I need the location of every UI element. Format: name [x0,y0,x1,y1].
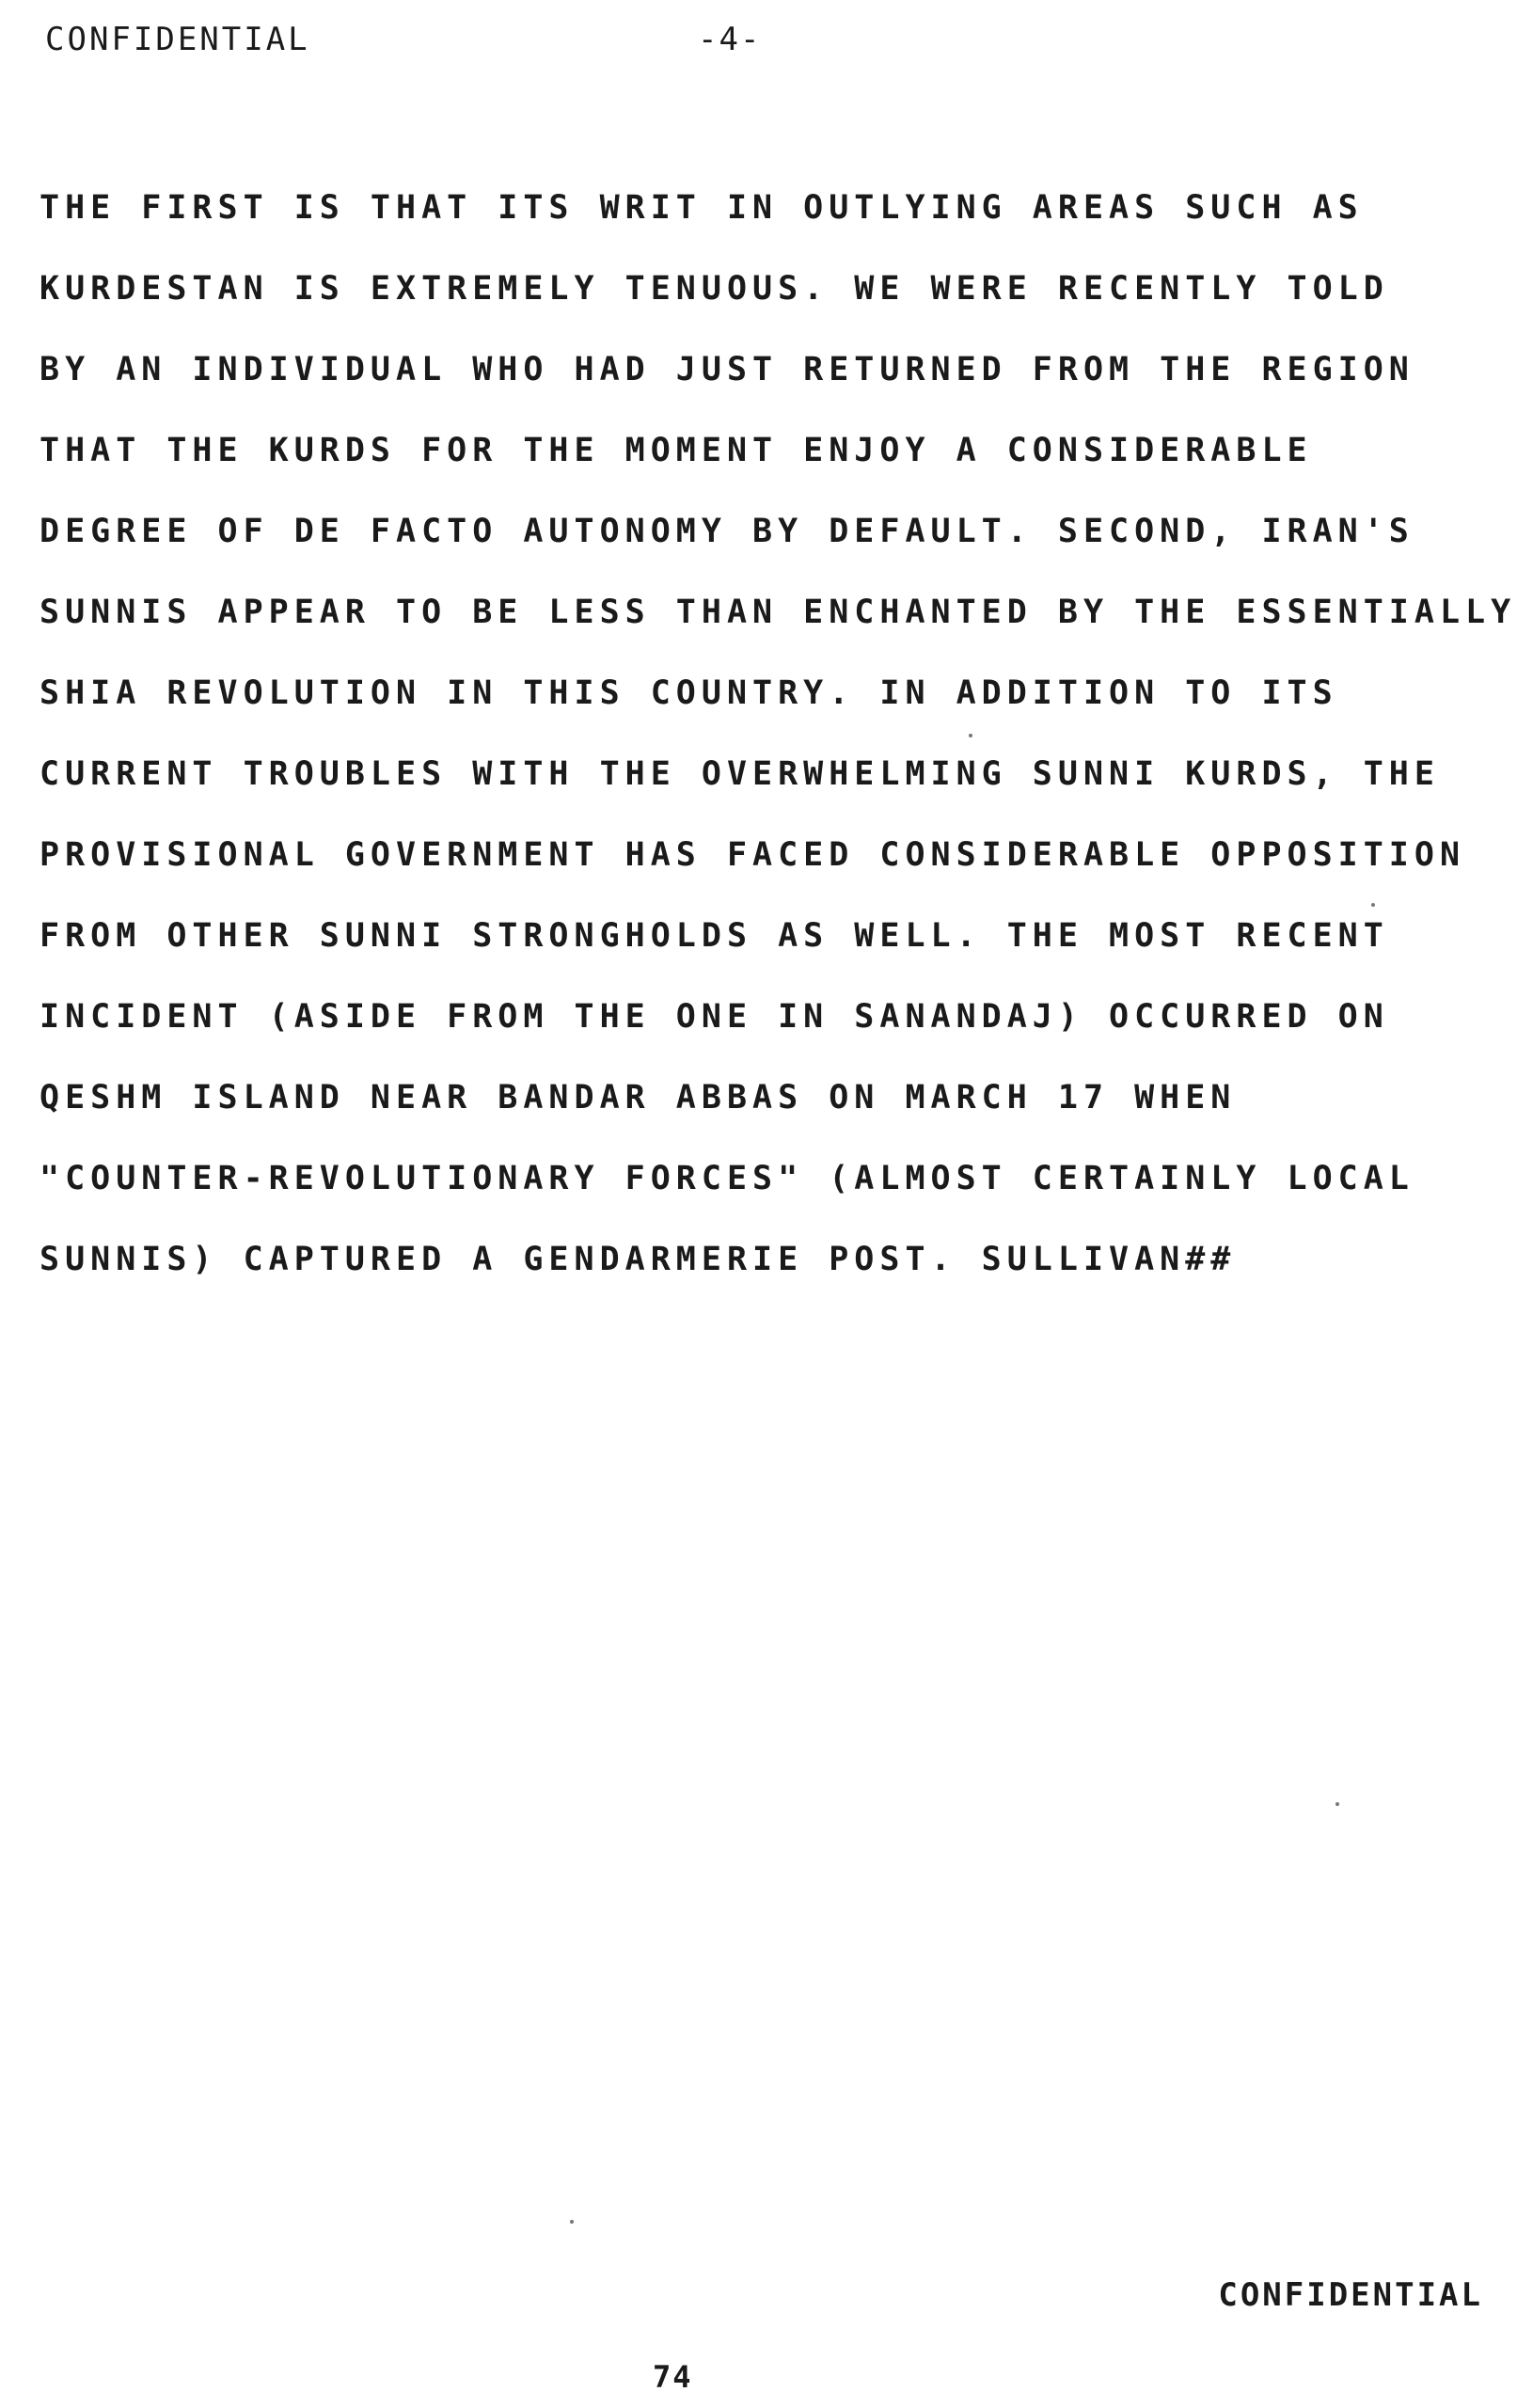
body-line: CURRENT TROUBLES WITH THE OVERWHELMING SUNNI KURDS, THE [40,755,1440,793]
scan-speck [1371,903,1375,907]
body-line: PROVISIONAL GOVERNMENT HAS FACED CONSIDERABLE OPPOSITION [40,836,1466,874]
page-number: 74 [653,2359,693,2395]
body-line: INCIDENT (ASIDE FROM THE ONE IN SANANDAJ) OCCURRED ON [40,998,1389,1036]
scan-speck [570,2220,574,2224]
body-line: DEGREE OF DE FACTO AUTONOMY BY DEFAULT. SECOND, IRAN'S [40,513,1414,550]
header-page-marker: -4- [698,21,762,58]
body-line: SHIA REVOLUTION IN THIS COUNTRY. IN ADDITION TO ITS [40,674,1338,712]
body-line: QESHM ISLAND NEAR BANDAR ABBAS ON MARCH 17 WHEN [40,1079,1237,1117]
body-line: "COUNTER-REVOLUTIONARY FORCES" (ALMOST CERTAINLY LOCAL [40,1160,1414,1197]
scan-speck [1335,1802,1339,1806]
scan-speck [969,734,972,737]
body-line: FROM OTHER SUNNI STRONGHOLDS AS WELL. THE MOST RECENT [40,917,1389,955]
header-classification: CONFIDENTIAL [45,21,310,58]
body-line: THE FIRST IS THAT ITS WRIT IN OUTLYING AREAS SUCH AS [40,189,1364,227]
body-line: SUNNIS APPEAR TO BE LESS THAN ENCHANTED BY THE ESSENTIALLY [40,594,1517,631]
body-line: THAT THE KURDS FOR THE MOMENT ENJOY A CONSIDERABLE [40,432,1313,469]
footer-classification: CONFIDENTIAL [1218,2276,1483,2314]
body-line: BY AN INDIVIDUAL WHO HAD JUST RETURNED FROM THE REGION [40,351,1414,388]
body-text [40,184,1517,1317]
body-line: SUNNIS) CAPTURED A GENDARMERIE POST. SULLIVAN## [40,1241,1237,1278]
body-line: KURDESTAN IS EXTREMELY TENUOUS. WE WERE RECENTLY TOLD [40,270,1389,308]
